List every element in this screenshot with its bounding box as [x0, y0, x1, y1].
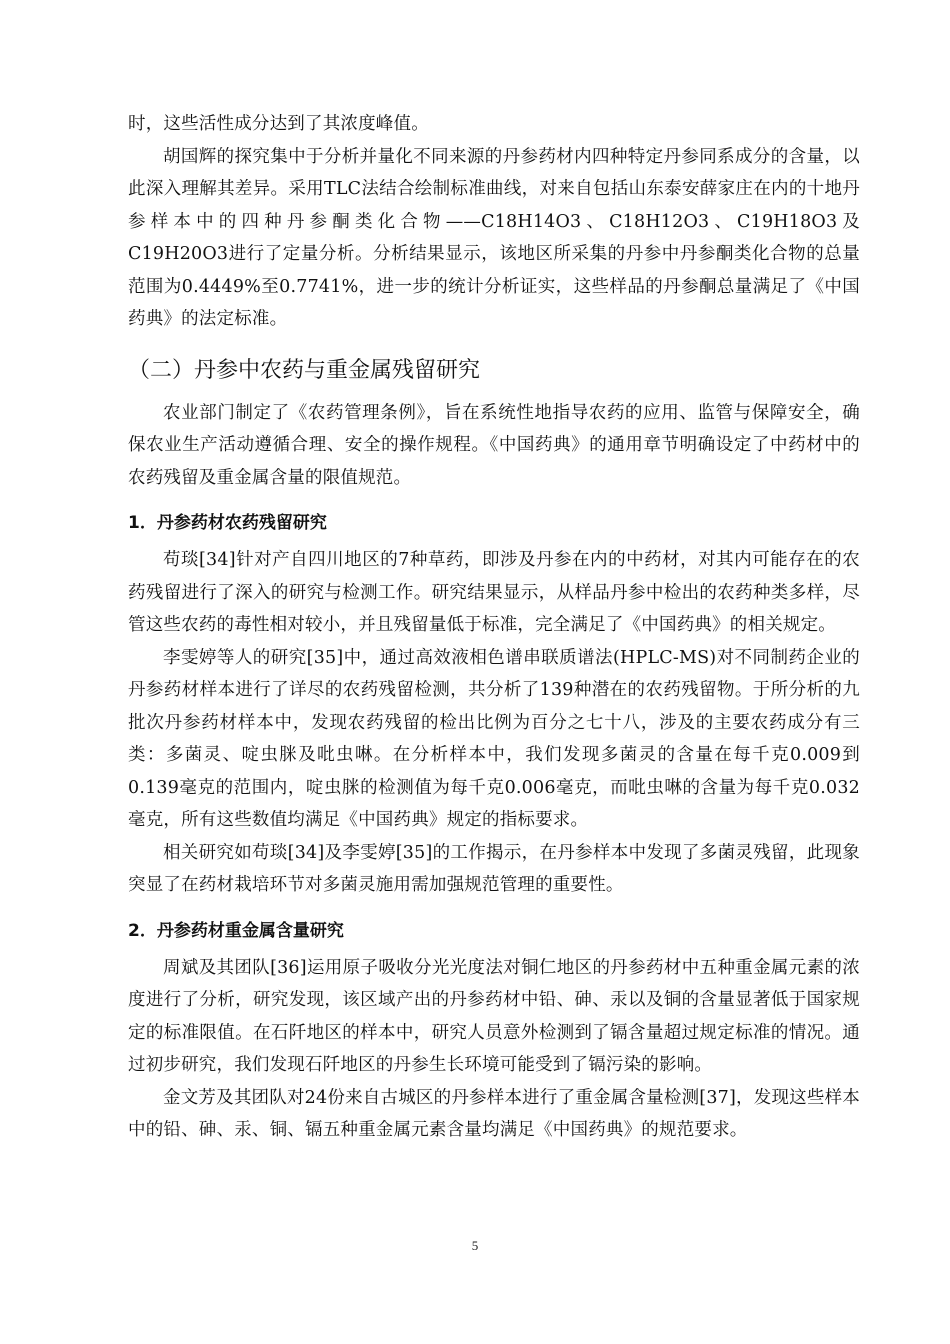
- paragraph-gou-yan: 苟琰[34]针对产自四川地区的7种草药，即涉及丹参在内的中药材，对其内可能存在的农药残留进行了深入的研究与检测工作。研究结果显示，从样品丹参中检出的农药种类多样，尽管这些农药的毒性相对较小，并且残留量低于标准，完全满足了《中国药典》的相关规定。: [128, 550, 860, 635]
- paragraph-continuation: 时，这些活性成分达到了其浓度峰值。: [128, 114, 429, 134]
- paragraph-jin-wenfang: 金文芳及其团队对24份来自古城区的丹参样本进行了重金属含量检测[37]，发现这些样本中的铅、砷、汞、铜、镉五种重金属元素含量均满足《中国药典》的规范要求。: [128, 1087, 860, 1140]
- subsection-heading-pesticide: 1．丹参药材农药残留研究: [128, 513, 327, 533]
- paragraph-zhou-bin: 周斌及其团队[36]运用原子吸收分光光度法对铜仁地区的丹参药材中五种重金属元素的浓度进行了分析，研究发现，该区域产出的丹参药材中铅、砷、汞以及铜的含量显著低于国家规定的标准限值。在石阡地区的样本中，研究人员意外检测到了镉含量超过规定标准的情况。通过初步研究，我们发现石阡地区的丹参生长环境可能受到了镉污染的影响。: [128, 957, 860, 1075]
- paragraph-intro: 农业部门制定了《农药管理条例》，旨在系统性地指导农药的应用、监管与保障安全，确保农业生产活动遵循合理、安全的操作规程。《中国药典》的通用章节明确设定了中药材中的农药残留及重金属含量的限值规范。: [128, 402, 860, 488]
- paragraph-related-studies: 相关研究如苟琰[34]及李雯婷[35]的工作揭示，在丹参样本中发现了多菌灵残留，此现象突显了在药材栽培环节对多菌灵施用需加强规范管理的重要性。: [128, 842, 860, 895]
- document-body: [128, 108, 860, 1147]
- page-number: 5: [471, 1238, 479, 1253]
- paragraph-li-wenting: 李雯婷等人的研究[35]中，通过高效液相色谱串联质谱法(HPLC-MS)对不同制药企业的丹参药材样本进行了详尽的农药残留检测，共分析了139种潜在的农药残留物。于所分析的九批次丹参药材样本中，发现农药残留的检出比例为百分之七十八，涉及的主要农药成分有三类：多菌灵、啶虫脒及吡虫啉。在分析样本中，我们发现多菌灵的含量在每千克0.009到0.139毫克的范围内，啶虫脒的检测值为每千克0.006毫克，而吡虫啉的含量为每千克0.032毫克，所有这些数值均满足《中国药典》规定的指标要求。: [128, 647, 860, 830]
- subsection-heading-heavy-metals: 2．丹参药材重金属含量研究: [128, 920, 344, 941]
- section-heading: （二）丹参中农药与重金属残留研究: [128, 357, 481, 383]
- paragraph-hu-guohui: 胡国辉的探究集中于分析并量化不同来源的丹参药材内四种特定丹参同系成分的含量，以此深入理解其差异。采用TLC法结合绘制标准曲线，对来自包括山东泰安薛家庄在内的十地丹参样本中的四种丹参酮类化合物——C18H14O3、C18H12O3、C19H18O3及C19H20O3进行了定量分析。分析结果显示，该地区所采集的丹参中丹参酮类化合物的总量范围为0.4449%至0.7741%，进一步的统计分析证实，这些样品的丹参酮总量满足了《中国药典》的法定标准。: [128, 146, 860, 329]
